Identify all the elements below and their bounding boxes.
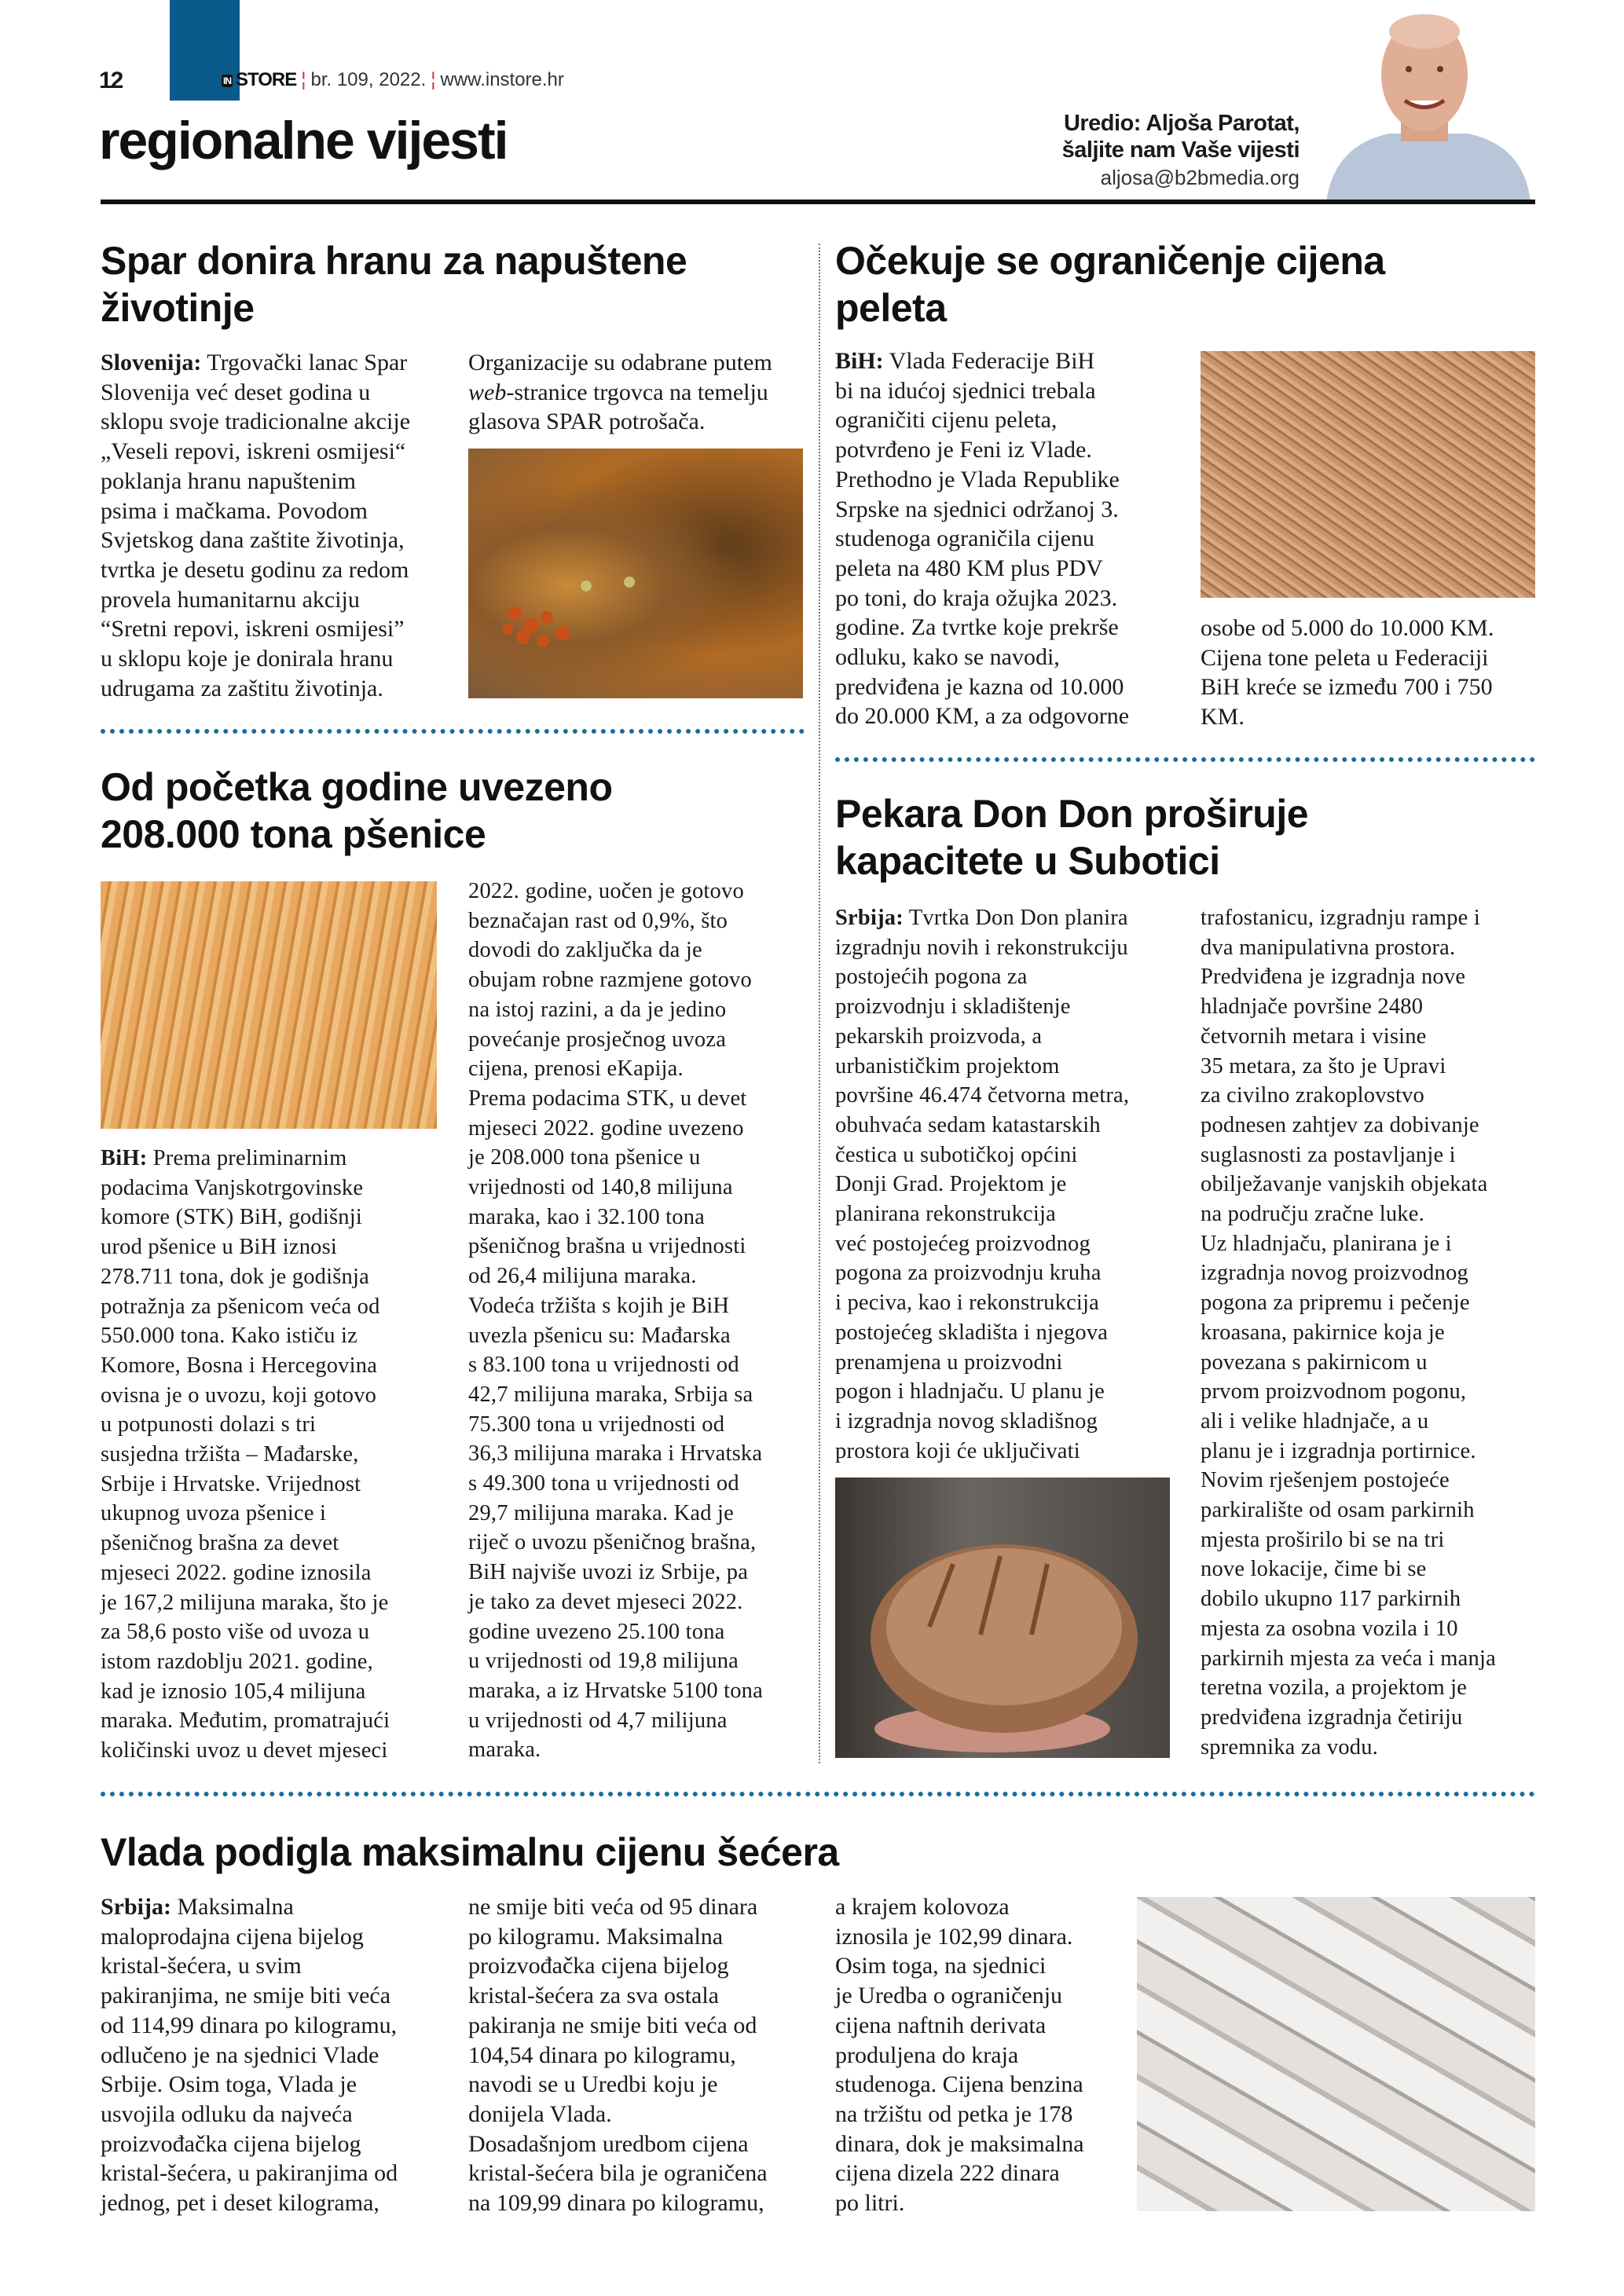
column-divider (819, 244, 820, 1763)
article-body-secer-col1: Srbija: Maksimalna maloprodajna cijena bijelog kristal-šećera, u svim pakiranjima, ne smije biti veća od 114,99 dinara po kilogramu, odlučeno je na sjednici Vlade Srbije. Osim toga, Vlada je usvojila odluku da najveća proizvođačka cijena bijelog kristal-šećera, u pakiranjima od jednog, pet i deset kilograma, (101, 1894, 398, 2217)
article-body-spar-col2: Organizacije su odabrane putem web-stranice trgovca na temelju glasova SPAR potrošača. (468, 350, 772, 435)
article-title-spar: Spar donira hranu za napuštene životinje (101, 239, 687, 330)
article-title-psenica: Od početka godine uvezeno 208.000 tona pšenice (101, 765, 613, 856)
bread-photo (835, 1478, 1170, 1758)
instore-logo: IN STORE (223, 69, 297, 90)
article-separator (101, 729, 805, 734)
editor-name: Uredio: Aljoša Parotat, (1063, 111, 1300, 136)
article-title-pekara: Pekara Don Don proširuje kapacitete u Subotici (835, 792, 1309, 883)
editor-email[interactable]: aljosa@b2bmedia.org (1100, 166, 1300, 189)
issue-number: br. 109, 2022. (310, 69, 427, 90)
article-body-pelet-col1: BiH: Vlada Federacije BiH bi na idućoj sjednici trebala ograničiti cijenu peleta, potvrđeno je Feni iz Vlade. Prethodno je Vlada Republike Srpske na sjednici održanoj 3. studenoga ograničila cijenu peleta na 480 KM plus PDV po toni, do kraja ožujka 2023. godine. Za tvrtke koje prekrše odluku, kako se navodi, predviđena je kazna od 10.000 do 20.000 KM, a za odgovorne (835, 348, 1130, 730)
sugar-photo (1137, 1897, 1535, 2211)
page-number: 12 (99, 68, 123, 93)
article-body-secer-col2: ne smije biti veća od 95 dinara po kilogramu. Maksimalna proizvođačka cijena bijelog kristal-šećera za sva ostala pakiranja ne smije biti veća od 104,54 dinara po kilogramu, navodi se u Uredbi koju je donijela Vlada. Dosadašnjom uredbom cijena kristal-šećera bila je ograničena na 109,99 dinara po kilogramu, (468, 1894, 768, 2217)
editor-call: šaljite nam Vaše vijesti (1061, 137, 1300, 163)
article-separator (101, 1792, 1535, 1796)
article-body-pekara-col1: Srbija: Tvrtka Don Don planira izgradnju novih i rekonstrukciju postojećih pogona za proizvodnju i skladištenje pekarskih proizvoda, a urbanističkim projektom površine 46.474 četvorna metra, obuhvaća sedam katastarskih čestica u subotičkoj općini Donji Grad. Projektom je planirana rekonstrukcija već postojećeg proizvodnog pogona za proizvodnju kruha i peciva, kao i rekonstrukcija postojećeg skladišta i njegova prenamjena u proizvodni pogon i hladnjaču. U planu je i izgradnja novog skladišnog prostora koji će uključivati (835, 906, 1130, 1463)
editor-photo (1318, 8, 1535, 202)
article-body-psenica-col1: BiH: Prema preliminarnim podacima Vanjskotrgovinske komore (STK) BiH, godišnji urod pšenice u BiH iznosi 278.711 tona, dok je godišnja potražnja za pšenicom veća od 550.000 tona. Kako ističu iz Komore, Bosna i Hercegovina ovisna je o uvozu, koji gotovo u potpunosti dolazi s tri susjedna tržišta – Mađarske, Srbije i Hrvatske. Vrijednost ukupnog uvoza pšenice i pšeničnog brašna za devet mjeseci 2022. godine iznosila je 167,2 milijuna maraka, što je za 58,6 posto više od uvoza u istom razdoblju 2021. godine, kad je iznosio 105,4 milijuna maraka. Međutim, promatrajući količinski uvoz u devet mjeseci (101, 1146, 390, 1763)
masthead: IN STORE ¦ br. 109, 2022. ¦ www.instore.hr (223, 69, 564, 90)
article-body-spar-col1: Slovenija: Trgovački lanac Spar Slovenija već deset godina u sklopu svoje tradicionalne akcije „Veseli repovi, iskreni osmijesi“ poklanja hranu napuštenim psima i mačkama. Povodom Svjetskog dana zaštite životinja, tvrtka je desetu godinu za redom provela humanitarnu akciju “Sretni repovi, iskreni osmijesi” u sklopu koje je donirala hranu udrugama za zaštitu životinja. (101, 350, 411, 701)
editor-credit (1062, 110, 1300, 192)
article-title-pelet: Očekuje se ograničenje cijena peleta (835, 239, 1385, 330)
website-link[interactable]: www.instore.hr (440, 69, 564, 90)
article-title-secer: Vlada podigla maksimalnu cijenu šećera (101, 1830, 839, 1874)
wheat-photo (101, 881, 437, 1129)
pellet-photo (1201, 351, 1535, 598)
section-title: regionalne vijesti (99, 111, 508, 170)
header-rule (101, 200, 1535, 204)
cat-photo (468, 449, 803, 698)
article-body-pelet-col2: osobe od 5.000 do 10.000 KM. Cijena tone peleta u Federaciji BiH kreće se između 700 i 750 KM. (1201, 615, 1494, 731)
article-body-secer-col3: a krajem kolovoza iznosila je 102,99 dinara. Osim toga, na sjednici je Uredba o ograničenju cijena naftnih derivata produljena do kraja studenoga. Cijena benzina na tržištu od petka je 178 dinara, dok je maksimalna cijena dizela 222 dinara po litri. (835, 1894, 1084, 2217)
article-separator (835, 757, 1535, 762)
article-body-psenica-col2: 2022. godine, uočen je gotovo beznačajan rast od 0,9%, što dovodi do zaključka da je obujam robne razmjene gotovo na istoj razini, a da je jedino povećanje prosječnog uvoza cijena, prenosi eKapija. Prema podacima STK, u devet mjeseci 2022. godine uvezeno je 208.000 tona pšenice u vrijednosti od 140,8 milijuna maraka, kao i 32.100 tona pšeničnog brašna u vrijednosti od 26,4 milijuna maraka. Vodeća tržišta s kojih je BiH uvezla pšenicu su: Mađarska s 83.100 tona u vrijednosti od 42,7 milijuna maraka, Srbija sa 75.300 tona u vrijednosti od 36,3 milijuna maraka i Hrvatska s 49.300 tona u vrijednosti od 29,7 milijuna maraka. Kad je riječ o uvozu pšeničnog brašna, BiH najviše uvozi iz Srbije, pa je tako za devet mjeseci 2022. godine uvezeno 25.100 tona u vrijednosti od 19,8 milijuna maraka, a iz Hrvatske 5100 tona u vrijednosti od 4,7 milijuna maraka. (468, 879, 763, 1763)
article-body-pekara-col2: trafostanicu, izgradnju rampe i dva manipulativna prostora. Predviđena je izgradnja nove hladnjače površine 2480 četvornih metara i visine 35 metara, za što je Upravi za civilno zrakoplovstvo podnesen zahtjev za dobivanje suglasnosti za postavljanje i obilježavanje vanjskih objekata na području zračne luke. Uz hladnjaču, planirana je i izgradnja novog proizvodnog pogona za pripremu i pečenje kroasana, pakirnice koja je povezana s pakirnicom u prvom proizvodnom pogonu, ali i velike hladnjače, a u planu je i izgradnja portirnice. Novim rješenjem postojeće parkiralište od osam parkirnih mjesta proširilo bi se na tri nove lokacije, čime bi se dobilo ukupno 117 parkirnih mjesta za osobna vozila i 10 parkirnih mjesta za veća i manja teretna vozila, a projektom je predviđena izgradnja četiriju spremnika za vodu. (1201, 906, 1496, 1760)
